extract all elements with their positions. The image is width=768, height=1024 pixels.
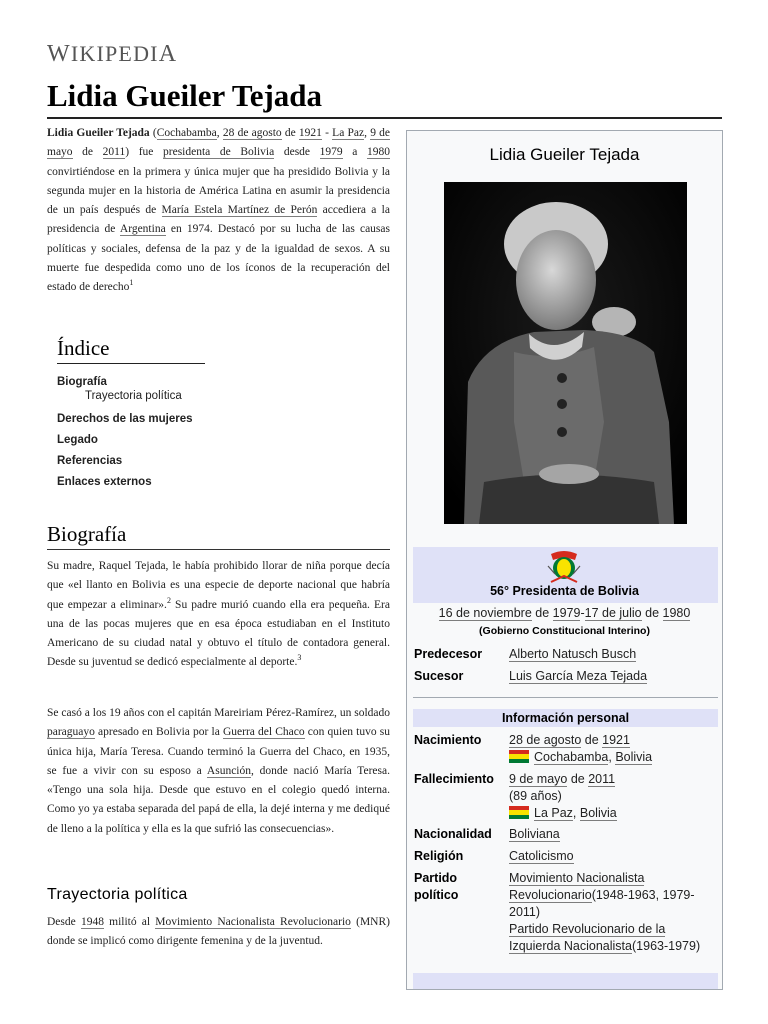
label-predecesor: Predecesor — [414, 647, 483, 661]
value-nacionalidad — [509, 826, 719, 843]
section-divider — [47, 549, 390, 550]
toc-item-legado[interactable]: Legado — [57, 434, 98, 446]
bolivia-flag-icon — [509, 750, 529, 763]
link-birth-city[interactable]: Cochabamba — [534, 750, 609, 764]
lead-paragraph: Lidia Gueiler Tejada (Cochabamba, 28 de agosto de 1921 - La Paz, 9 de mayo de 2011) fue presidenta de Bolivia desde 1979 a 1980 convirtiéndose en la primera y única mujer que ha presidido Bolivia y la segunda mujer en la historia de América Latina en asumir la presidencia de un país después de María Estela Martínez de Perón accediera a la presidencia de Argentina en 1974. Destacó por su lucha de las causas políticas y sociales, defensa de la paz y de la igualdad de sexos. A su muerte fue despedida como uno de los íconos de la recuperación del estado de derecho$^1$ — [47, 127, 391, 294]
link-death-place[interactable]: La Paz — [332, 127, 365, 139]
toc-item-derechos[interactable]: Derechos de las mujeres — [57, 413, 193, 425]
link-asuncion[interactable]: Asunción — [206, 764, 252, 777]
page-title: Lidia Gueiler Tejada — [47, 78, 323, 113]
biografia-paragraph-1: Su madre, Raquel Tejada, le había prohibido llorar de niña porque decía que «el llanto en Bolivia es una especie de deporte nacional que habría que empezar a eliminar».$^2$ Su padre murió cuando ella era pequeña. Era una de las pocas mujeres que en esa época estudiaban en el Instituto Americano de su ciudad natal y obtuvo el título de contadora general. Desde su juventud se dedicó especialmente al deporte.$^3$ — [47, 560, 390, 669]
toc-item-trayectoria[interactable]: Trayectoria política — [85, 390, 182, 402]
label-sucesor: Sucesor — [414, 669, 464, 683]
value-nacimiento: 28 de agosto de 1921 Cochabamba, Bolivia — [509, 733, 653, 764]
link-to-year[interactable]: 1980 — [367, 146, 391, 159]
link-term-start-year[interactable]: 1979 — [552, 606, 581, 620]
office-title: 56° Presidenta de Bolivia — [490, 584, 639, 598]
label-fallecimiento: Fallecimiento — [414, 772, 494, 786]
title-divider — [47, 117, 722, 119]
value-religion — [509, 848, 719, 865]
value-sucesor — [509, 668, 719, 685]
personal-info-heading: Información personal — [413, 709, 718, 727]
value-fallecimiento: 9 de mayo de 2011 (89 años) La Paz, Bolivia — [509, 772, 617, 820]
toc-item-biografia[interactable]: Biografía — [57, 376, 107, 388]
link-death-country[interactable]: Bolivia — [579, 806, 617, 820]
table-of-contents — [57, 336, 207, 493]
value-partido: Movimiento Nacionalista Revolucionario(1948-1963, 1979-2011) Partido Revolucionario de la Izquierda Nacionalista(1963-1979) — [509, 871, 701, 953]
link-from-year[interactable]: 1979 — [319, 146, 343, 159]
link-paraguayo[interactable]: paraguayo — [47, 726, 95, 739]
infobox — [406, 130, 723, 990]
link-term-end[interactable]: 17 de julio — [584, 606, 642, 620]
toc-title: Índice — [57, 336, 205, 364]
link-office[interactable]: presidenta de Bolivia — [163, 146, 275, 159]
wikipedia-logo[interactable]: WIKIPEDIA — [47, 41, 178, 67]
term-dates: 16 de noviembre de 1979-17 de julio de 1980 — [438, 606, 691, 620]
link-birth-year-ib[interactable]: 1921 — [602, 733, 630, 747]
link-death-city[interactable]: La Paz — [534, 806, 573, 820]
link-term-start[interactable]: 16 de noviembre — [438, 606, 532, 620]
link-sucesor[interactable]: Luis García Meza Tejada — [509, 669, 648, 683]
link-party-mnr[interactable]: Movimiento Nacionalista Revolucionario — [509, 871, 645, 902]
trayectoria-paragraph: Desde 1948 militó al Movimiento Nacionalista Revolucionario (MNR) donde se implicó como dirigente femenina y de la juventud. — [47, 916, 390, 948]
label-partido: Partido político — [414, 871, 459, 902]
link-party-prin[interactable]: Partido Revolucionario de la Izquierda Nacionalista — [509, 922, 666, 953]
label-nacionalidad: Nacionalidad — [414, 827, 492, 841]
link-birth-day[interactable]: 28 de agosto — [222, 127, 282, 139]
toc-item-enlaces[interactable]: Enlaces externos — [57, 476, 152, 488]
section-heading-trayectoria: Trayectoria política — [47, 886, 188, 903]
link-death-day[interactable]: 9 de mayo — [47, 127, 390, 159]
age-at-death: (89 años) — [509, 789, 562, 803]
label-nacimiento: Nacimiento — [414, 733, 482, 747]
infobox-divider — [413, 697, 718, 698]
infobox-title: Lidia Gueiler Tejada — [489, 145, 640, 164]
link-birth-year[interactable]: 1921 — [298, 127, 322, 139]
link-1948[interactable]: 1948 — [80, 916, 104, 928]
link-birth-country[interactable]: Bolivia — [615, 750, 653, 764]
ref-1[interactable]: 1 — [129, 278, 134, 288]
value-predecesor — [509, 646, 719, 663]
link-maria-estela[interactable]: María Estela Martínez de Perón — [161, 204, 318, 217]
link-guerra-chaco[interactable]: Guerra del Chaco — [222, 726, 305, 739]
link-nacionalidad[interactable]: Boliviana — [509, 827, 560, 841]
label-religion: Religión — [414, 849, 464, 863]
portrait-photo[interactable] — [444, 182, 687, 524]
biografia-paragraph-2: Se casó a los 19 años con el capitán Mareiriam Pérez-Ramírez, un soldado paraguayo apresado en Bolivia por la Guerra del Chaco con quien tuvo su única hija, María Teresa. Cuando terminó la Guerra del Chaco, en 1935, se fue a vivir con su esposo a Asunción, donde nació María Teresa. «Tengo una sola hija. Desde que estuvo en el colegio quedó interna. Como yo ya estaba separada del papá de ella, la dejé interna y me dediqué de lleno a la política y ella es la que sufrió las consecuencias». — [47, 707, 390, 835]
term-note: (Gobierno Constitucional Interino) — [479, 625, 650, 637]
link-death-date[interactable]: 9 de mayo — [509, 772, 568, 786]
link-religion[interactable]: Catolicismo — [509, 849, 574, 863]
bolivia-flag-icon — [509, 806, 529, 819]
link-argentina[interactable]: Argentina — [119, 223, 166, 236]
link-birth-date[interactable]: 28 de agosto — [509, 733, 582, 747]
toc-item-referencias[interactable]: Referencias — [57, 455, 123, 467]
coat-of-arms-icon — [545, 548, 583, 586]
link-mnr[interactable]: Movimiento Nacionalista Revolucionario — [155, 916, 351, 928]
link-birthplace[interactable]: Cochabamba — [156, 127, 217, 139]
infobox-footer-band — [413, 973, 718, 990]
ref-3[interactable]: 3 — [297, 653, 302, 663]
section-heading-biografia: Biografía — [47, 522, 127, 546]
link-predecesor[interactable]: Alberto Natusch Busch — [509, 647, 637, 661]
link-death-year[interactable]: 2011 — [102, 146, 126, 159]
link-term-end-year[interactable]: 1980 — [662, 606, 691, 620]
link-death-year-ib[interactable]: 2011 — [588, 772, 616, 786]
ref-2[interactable]: 2 — [166, 595, 171, 605]
